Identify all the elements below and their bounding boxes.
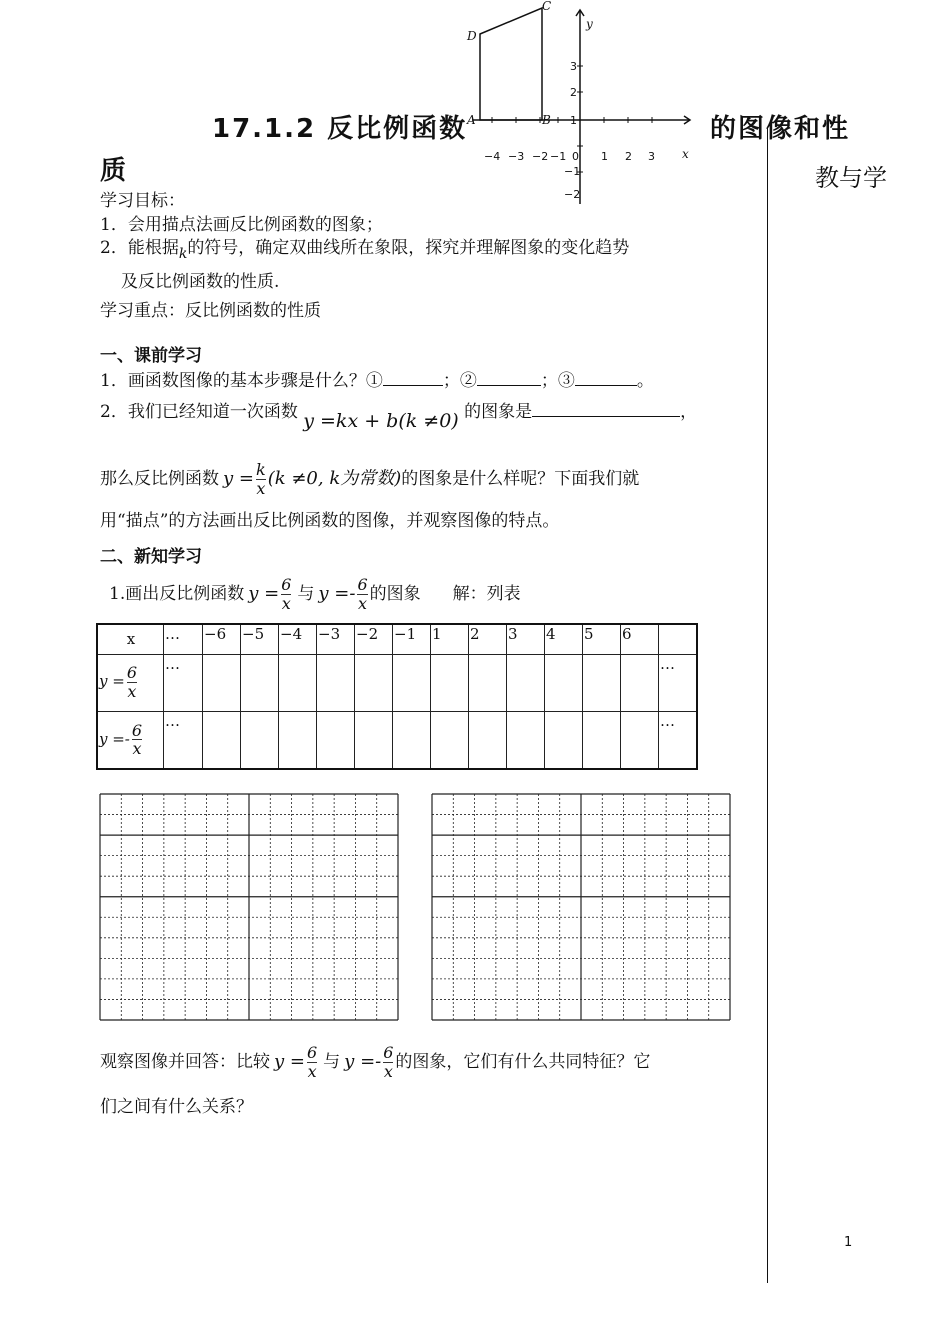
table-cell xyxy=(659,654,698,711)
cell-value: 4 xyxy=(546,625,556,643)
table-header-x xyxy=(97,624,164,654)
goal-2-continued: 及反比例函数的性质. xyxy=(121,272,280,292)
fraction-6-over-x xyxy=(127,664,137,700)
table-cell[interactable] xyxy=(317,711,355,769)
cell-value: 3 xyxy=(508,625,518,643)
cell-value: … xyxy=(660,654,675,673)
conjunction: 与 xyxy=(297,583,315,604)
key-point: 学习重点：反比例函数的性质 xyxy=(100,301,321,321)
conjunction: 与 xyxy=(323,1051,341,1072)
function-y1: y = xyxy=(248,583,280,604)
fraction-denominator: x xyxy=(358,593,368,613)
table-cell xyxy=(355,624,393,654)
fraction-numerator: k xyxy=(255,459,266,479)
function-y2: y =- xyxy=(344,1051,382,1072)
table-cell xyxy=(621,624,659,654)
function-y2: y =- xyxy=(318,583,356,604)
table-cell[interactable] xyxy=(507,654,545,711)
table-row xyxy=(97,654,697,711)
x-label: x xyxy=(126,630,136,649)
x-tick: −4 xyxy=(484,150,501,163)
table-cell[interactable] xyxy=(431,654,469,711)
table-cell[interactable] xyxy=(583,654,621,711)
value-table xyxy=(96,623,698,770)
table-cell[interactable] xyxy=(393,711,431,769)
table-row xyxy=(97,711,697,769)
point-d-label: D xyxy=(467,29,477,43)
fraction-6-over-x xyxy=(383,1044,393,1080)
fraction-6-over-x xyxy=(307,1044,317,1080)
end-mark: ， xyxy=(680,402,698,422)
answer-blank[interactable] xyxy=(532,402,680,417)
question-3-text: 那么反比例函数 xyxy=(100,469,219,489)
table-cell xyxy=(659,624,698,654)
side-label: 教与学 xyxy=(815,164,887,192)
fraction-6-over-x xyxy=(132,722,142,758)
table-cell[interactable] xyxy=(203,654,241,711)
cell-value: … xyxy=(165,711,180,730)
question-4: 用“描点”的方法画出反比例函数的图像，并观察图像的特点。 xyxy=(100,511,560,531)
table-cell[interactable] xyxy=(241,711,279,769)
table-cell xyxy=(164,654,203,711)
table-cell xyxy=(241,624,279,654)
fraction-numerator: 6 xyxy=(306,1042,318,1062)
table-cell xyxy=(164,624,203,654)
table-cell[interactable] xyxy=(317,654,355,711)
x-tick: 0 xyxy=(572,150,579,163)
point-b-label: B xyxy=(542,113,551,127)
cell-value: −3 xyxy=(318,625,341,643)
cell-value: … xyxy=(165,625,180,643)
exercise-1-tail: 的图象 xyxy=(369,583,421,604)
fraction-numerator: 6 xyxy=(383,1042,394,1062)
observation-question-continued: 们之间有什么关系？ xyxy=(100,1097,253,1117)
table-cell[interactable] xyxy=(203,711,241,769)
point-c-label: C xyxy=(542,0,552,13)
table-row xyxy=(97,624,697,654)
answer-blank[interactable] xyxy=(477,371,541,386)
function-condition: (k ≠0, k为常数) xyxy=(267,468,402,489)
question-2 xyxy=(100,402,698,432)
goal-2-text: 的符号，确定双曲线所在象限，探究并理解图象的变化趋势 xyxy=(187,238,630,258)
row-label-y2: y =- xyxy=(99,729,130,748)
fraction-denominator: x xyxy=(281,593,291,613)
answer-blank[interactable] xyxy=(383,371,443,386)
goal-2-k: k xyxy=(178,246,188,262)
question-3-tail: 的图象是什么样呢？下面我们就 xyxy=(401,469,640,489)
function-y1: y = xyxy=(274,1051,305,1072)
graph-paper-left[interactable] xyxy=(99,793,399,1021)
table-cell xyxy=(164,711,203,769)
table-cell xyxy=(583,624,621,654)
goal-1: 1．会用描点法画反比例函数的图象； xyxy=(100,215,383,235)
observation-tail: 的图象，它们有什么共同特征？它 xyxy=(395,1051,651,1072)
table-cell xyxy=(279,624,317,654)
question-1 xyxy=(100,371,654,390)
table-cell xyxy=(469,624,507,654)
table-cell xyxy=(507,624,545,654)
graph-paper-right[interactable] xyxy=(431,793,731,1021)
table-cell[interactable] xyxy=(393,654,431,711)
y-tick: 3 xyxy=(570,60,577,73)
table-cell xyxy=(393,624,431,654)
margin-line xyxy=(767,128,768,1283)
question-3 xyxy=(100,455,639,503)
y-axis-label: y xyxy=(586,17,593,31)
page-title-wrap: 质 xyxy=(100,156,129,186)
row-label-y1: y = xyxy=(99,672,125,691)
table-cell xyxy=(203,624,241,654)
table-cell[interactable] xyxy=(583,711,621,769)
cell-value: 6 xyxy=(622,625,632,643)
exercise-1-text: 1.画出反比例函数 xyxy=(109,583,245,604)
table-cell[interactable] xyxy=(431,711,469,769)
coordinate-figure xyxy=(462,0,702,210)
page-number: 1 xyxy=(844,1235,853,1250)
fraction-denominator: x xyxy=(127,682,137,701)
fraction-k-over-x xyxy=(256,461,266,497)
table-cell[interactable] xyxy=(507,711,545,769)
x-tick: −1 xyxy=(550,150,567,163)
fraction-denominator: x xyxy=(307,1061,317,1081)
x-tick: 2 xyxy=(625,150,632,163)
linear-function-formula: y =kx + b(k ≠0) xyxy=(303,410,459,432)
goals-heading: 学习目标： xyxy=(100,191,185,211)
fraction-denominator: x xyxy=(256,478,266,498)
observation-text: 观察图像并回答：比较 xyxy=(100,1051,270,1072)
x-tick: 1 xyxy=(601,150,608,163)
cell-value: 1 xyxy=(432,625,442,643)
table-cell[interactable] xyxy=(469,711,507,769)
table-cell[interactable] xyxy=(469,654,507,711)
fraction-6-over-x xyxy=(357,576,367,612)
table-cell[interactable] xyxy=(545,711,583,769)
table-cell[interactable] xyxy=(241,654,279,711)
table-cell[interactable] xyxy=(545,654,583,711)
fraction-denominator: x xyxy=(383,1061,393,1081)
point-a-label: A xyxy=(467,113,476,127)
fraction-numerator: 6 xyxy=(357,574,368,594)
table-cell[interactable] xyxy=(279,711,317,769)
table-cell[interactable] xyxy=(355,711,393,769)
table-row-label xyxy=(97,711,164,769)
x-axis-label: x xyxy=(682,147,689,161)
separator: ；② xyxy=(442,371,477,391)
y-tick: 1 xyxy=(570,114,577,127)
fraction-denominator: x xyxy=(132,739,142,759)
fraction-numerator: 6 xyxy=(131,720,143,740)
table-cell xyxy=(431,624,469,654)
question-2-text: 2．我们已经知道一次函数 xyxy=(100,402,298,422)
page-title-continued: 的图像和性 xyxy=(710,114,851,144)
table-cell[interactable] xyxy=(279,654,317,711)
fraction-numerator: 6 xyxy=(281,574,292,594)
cell-value: −1 xyxy=(394,625,417,643)
x-tick: −3 xyxy=(508,150,525,163)
function-y: y = xyxy=(223,468,254,489)
cell-value: 5 xyxy=(584,625,594,643)
observation-question xyxy=(100,1036,650,1088)
table-cell[interactable] xyxy=(621,711,659,769)
cell-value: 2 xyxy=(470,625,480,643)
y-tick: −2 xyxy=(564,188,581,201)
cell-value: −5 xyxy=(242,625,265,643)
fraction-6-over-x xyxy=(281,576,291,612)
answer-blank[interactable] xyxy=(575,371,637,386)
table-cell[interactable] xyxy=(621,654,659,711)
cell-value: −2 xyxy=(356,625,379,643)
x-tick: 3 xyxy=(648,150,655,163)
cell-value: −6 xyxy=(204,625,227,643)
goal-2-prefix: 2．能根据 xyxy=(100,238,179,258)
x-tick: −2 xyxy=(532,150,549,163)
end-mark: 。 xyxy=(636,371,654,391)
page-title: 17.1.2 反比例函数 xyxy=(212,114,468,144)
y-tick: 2 xyxy=(570,86,577,99)
fraction-numerator: 6 xyxy=(126,663,137,683)
question-2-tail: 的图象是 xyxy=(464,402,533,422)
question-1-text: 1．画函数图像的基本步骤是什么？① xyxy=(100,371,383,391)
table-cell xyxy=(545,624,583,654)
goal-2 xyxy=(100,238,630,262)
cell-value: … xyxy=(165,654,180,673)
table-row-label xyxy=(97,654,164,711)
section-2-heading: 二、新知学习 xyxy=(100,547,202,567)
solution-label: 解：列表 xyxy=(452,583,521,604)
table-cell xyxy=(317,624,355,654)
section-1-heading: 一、课前学习 xyxy=(100,346,202,366)
table-cell[interactable] xyxy=(355,654,393,711)
y-tick: −1 xyxy=(564,165,581,178)
table-cell xyxy=(659,711,698,769)
cell-value: −4 xyxy=(280,625,303,643)
cell-value: … xyxy=(660,711,675,730)
separator: ；③ xyxy=(540,371,575,391)
exercise-1 xyxy=(109,568,521,620)
